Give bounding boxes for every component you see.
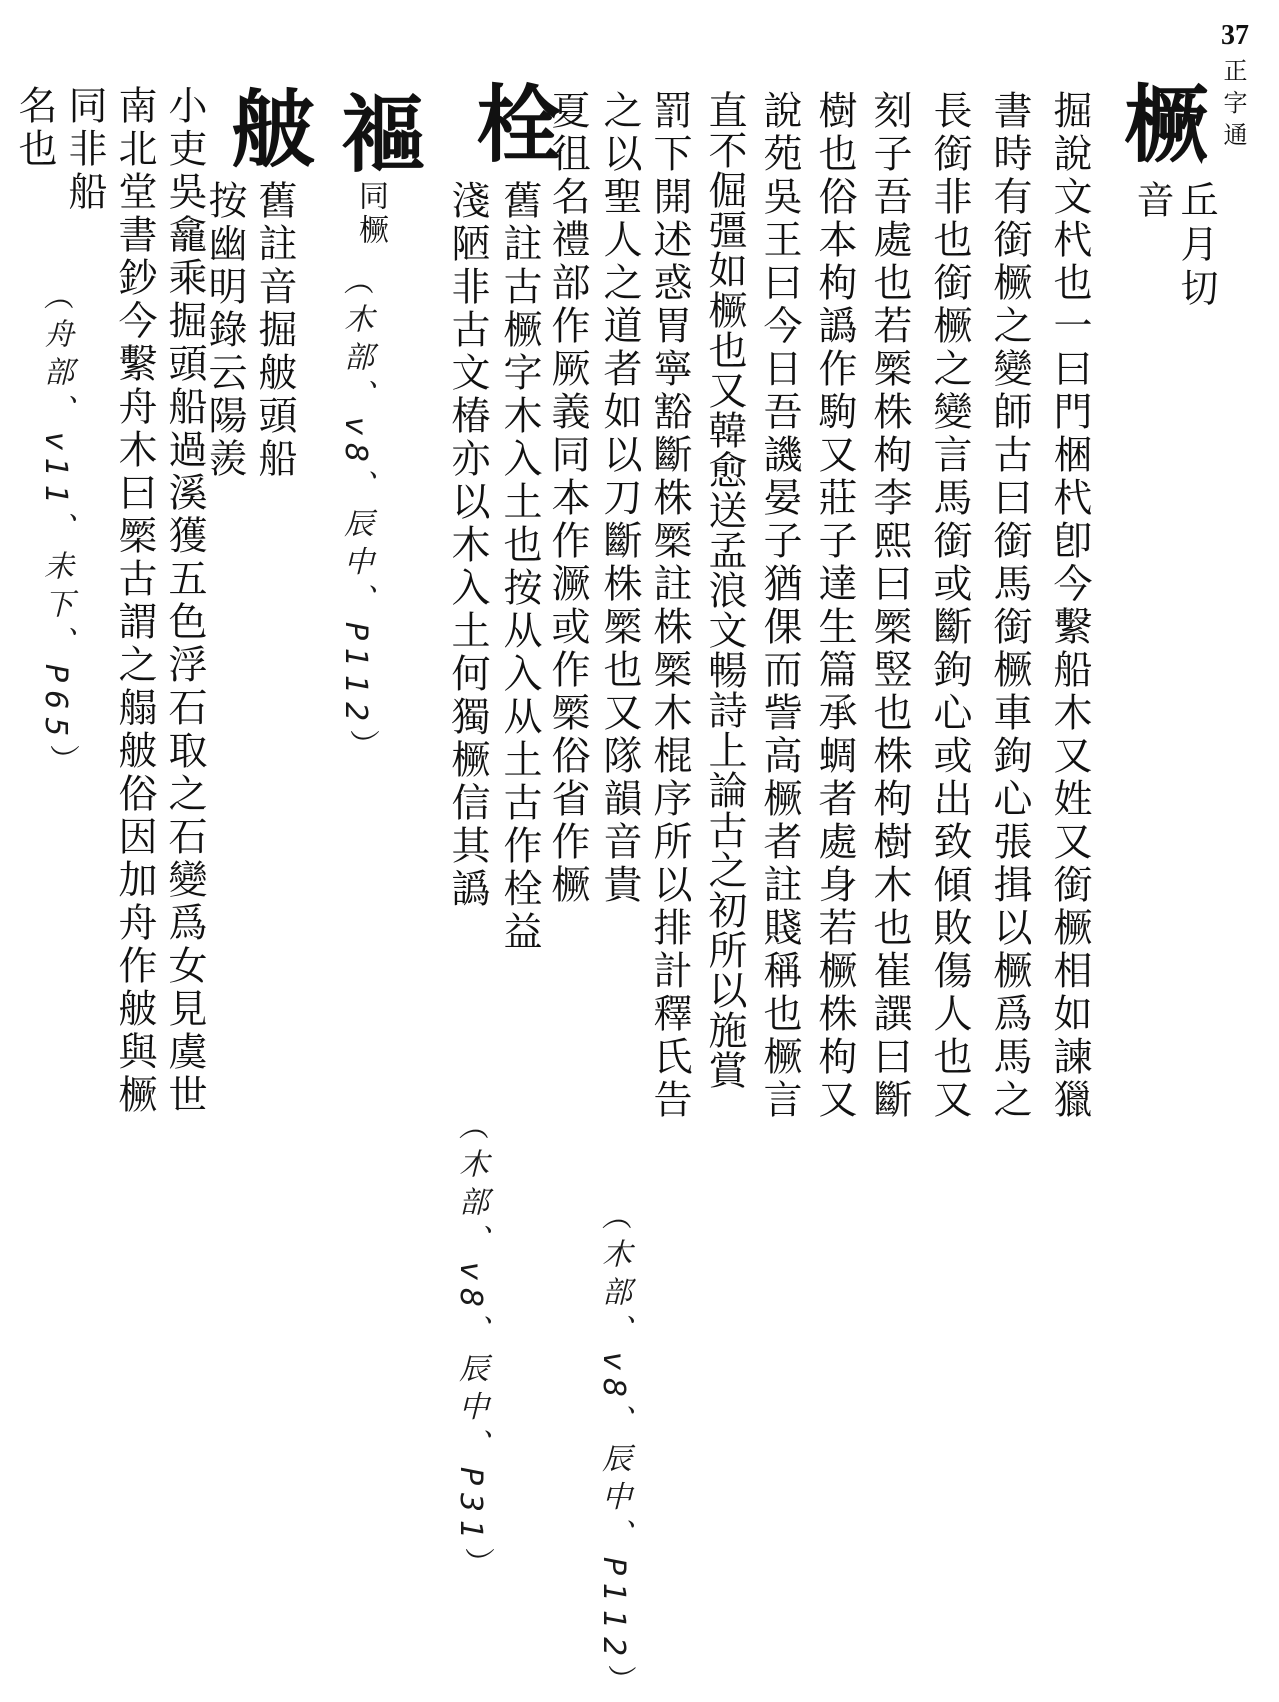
- handwritten-reference: （木部、v8、辰中、P31）: [453, 1110, 488, 1586]
- text-line: 直不倔彊如橛也又韓愈送孟浪文暢詩上論古之初所以施賞: [702, 90, 747, 1090]
- text-line: 刻子吾處也若橜株枸李熙曰橜竪也株枸樹木也崔譔曰斷: [867, 90, 912, 1122]
- text-line: 小吏吳龕乘掘頭船過溪獲五色浮石取之石變爲女見虞世: [162, 85, 207, 1117]
- text-line: 夏徂名禮部作厥義同本作㵐或作橜俗省作橛: [545, 90, 590, 907]
- handwritten-reference: （舟部、v11、未下、P65）: [38, 280, 73, 783]
- text-line: 淺陋非古文椿亦以木入土何獨橛信其譌: [445, 180, 490, 911]
- text-line: 掘說文杙也一曰門梱杙卽今繫船木又姓又銜橛相如諫獵: [1047, 90, 1092, 1122]
- headword: 橛: [1111, 80, 1210, 164]
- handwritten-reference: （木部、v8、辰中、P112）: [596, 1200, 631, 1702]
- text-line: 說苑吳王曰今日吾譏晏子猶倮而訾高橛者註賤稱也橛言: [757, 90, 802, 1122]
- page-number: 37: [1221, 20, 1249, 51]
- reading-note: 丘月切音: [1130, 180, 1218, 312]
- text-line: 樹也俗本枸譌作駒又莊子達生篇承蜩者處身若橛株枸又: [812, 90, 857, 1122]
- handwritten-reference: （木部、v8、辰中、P112）: [338, 265, 373, 768]
- headword: 栓: [463, 80, 562, 164]
- text-line: 同橛: [353, 180, 388, 248]
- text-line: 舊註音掘𦨭頭船: [252, 180, 297, 481]
- headword: 䙔: [328, 90, 427, 174]
- text-line: 長銜非也銜橛之變言馬銜或斷鉤心或出致傾敗傷人也又: [927, 90, 972, 1122]
- text-line: 舊註古橛字木入土也按从入从土古作栓益: [497, 180, 542, 954]
- text-line: 書時有銜橛之變師古曰銜馬銜橛車鉤心張揖以橛爲馬之: [987, 90, 1032, 1122]
- text-line: 之以聖人之道者如以刀斷株橜也又隊韻音貴: [597, 90, 642, 907]
- text-line: 按幽明錄云陽羨: [202, 180, 247, 481]
- text-line: 同非船: [62, 85, 107, 214]
- book-title: 正字通: [1219, 58, 1247, 154]
- text-line: 罰下開述惑胃寧豁斷株橜註株橜木棍序所以排計釋氏告: [647, 90, 692, 1122]
- text-line: 名也: [12, 85, 57, 171]
- headword: 𦨭: [218, 85, 317, 169]
- text-line: 南北堂書鈔今繫舟木曰橜古謂之䑽𦨭俗因加舟作𦨭與橛: [112, 85, 157, 1117]
